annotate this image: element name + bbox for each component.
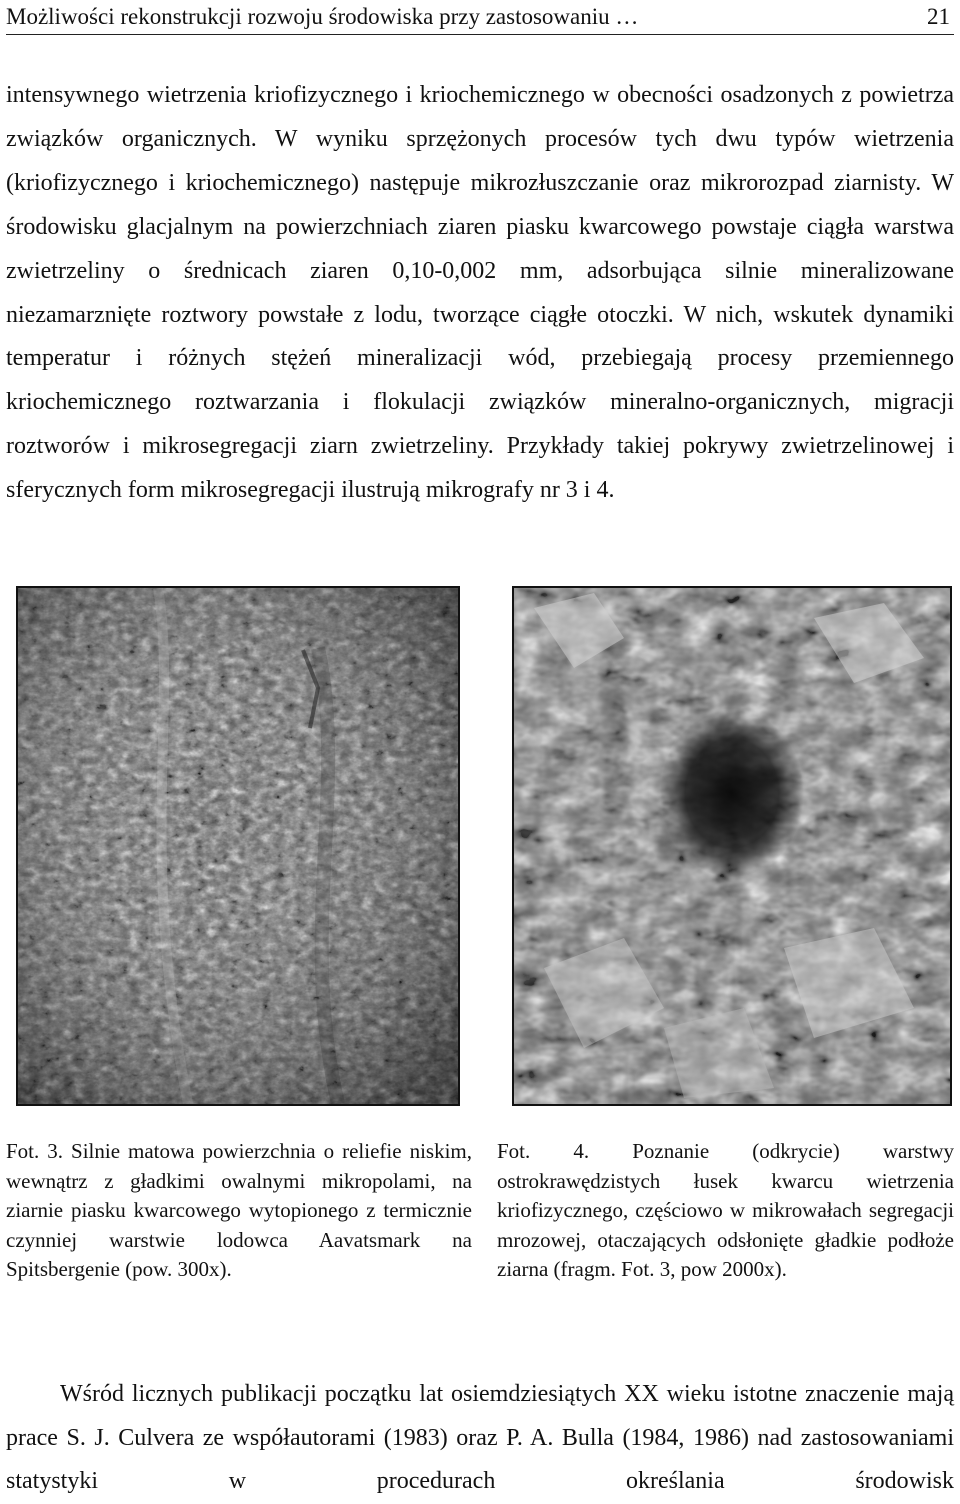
figure-4-caption: Fot. 4. Poznanie (odkrycie) warstwy ostrokrawędzistych łusek kwarcu wietrzenia kriofizycznego, częściowo w mikrowałach segregacji mrozowej, otaczających odsłonięte gładkie podłoże ziarna (fragm. Fot. 3, pow 2000x). [497, 1139, 954, 1281]
running-header-title: Możliwości rekonstrukcji rozwoju środowiska przy zastosowaniu … [6, 4, 639, 29]
micrograph-photo-4 [512, 586, 952, 1106]
micrograph-photo-3 [16, 586, 460, 1106]
micrograph-3-image [18, 588, 458, 1104]
running-header [6, 0, 954, 35]
body-paragraph: intensywnego wietrzenia kriofizycznego i kriochemicznego w obecności osadzonych z powietrza związków organicznych. W wyniku sprzężonych procesów tych dwu typów wietrzenia (kriofizycznego i kriochemicznego) następuje mikrozłuszczanie oraz mikrorozpad ziarnisty. W środowisku glacjalnym na powierzchniach ziaren piasku kwarcowego powstaje ciągła warstwa zwietrzeliny o średnicach ziaren 0,10-0,002 mm, adsorbująca silnie mineralizowane niezamarznięte roztwory powstałe z lodu, tworzące ciągłe otoczki. W nich, wskutek dynamiki temperatur i różnych stężeń mineralizacji wód, przebiegają procesy przemiennego kriochemicznego roztwarzania i flokulacji związków mineralno-organicznych, migracji roztworów i mikrosegregacji ziarn zwietrzeliny. Przykłady takiej pokrywy zwietrzelinowej i sferycznych form mikrosegregacji ilustrują mikrografy nr 3 i 4. [6, 82, 954, 504]
micrograph-4-image [514, 588, 950, 1104]
page-number: 21 [927, 4, 950, 29]
figure-3-caption: Fot. 3. Silnie matowa powierzchnia o reliefie niskim, wewnątrz z gładkimi owalnymi mikropolami, na ziarnie piasku kwarcowego wytopionego z termicznie czynniej warstwie lodowca Aavatsmark na Spitsbergenie (pow. 300x). [6, 1139, 472, 1281]
footer-paragraph: Wśród licznych publikacji początku lat osiemdziesiątych XX wieku istotne znaczenie mają prace S. J. Culvera ze współautorami (1983) oraz P. A. Bulla (1984, 1986) nad zastosowaniami statystyki w procedurach określania środowisk [6, 1381, 954, 1494]
